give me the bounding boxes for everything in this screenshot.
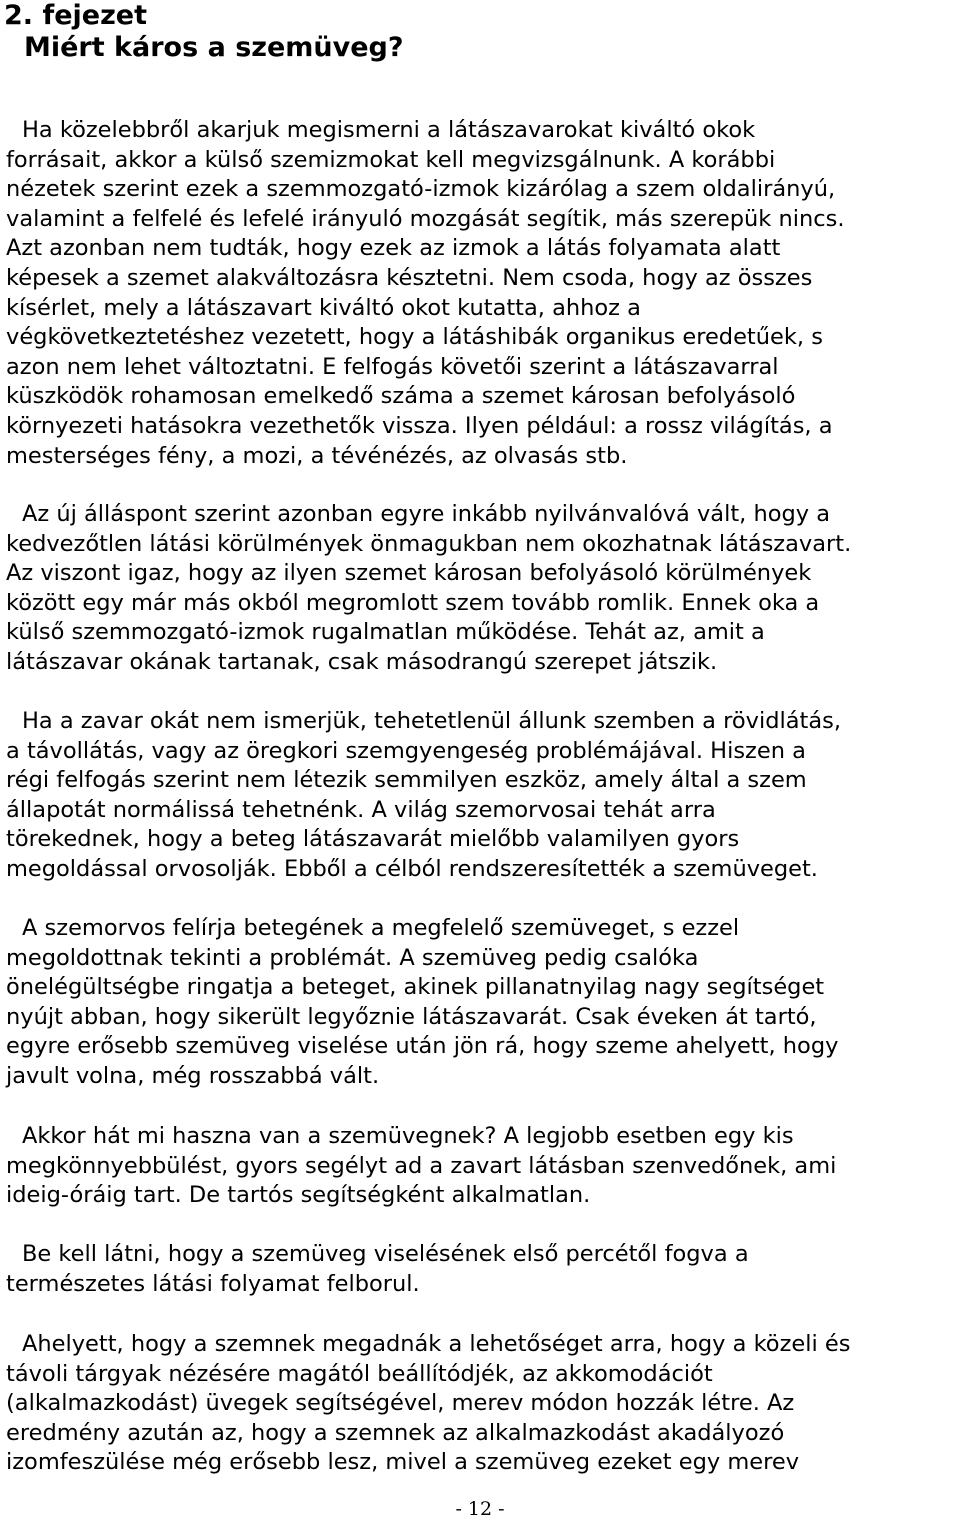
paragraph: [6, 707, 960, 885]
paragraph-line: forrásait, akkor a külső szemizmokat kell megvizsgálnunk. A korábbi: [6, 146, 776, 173]
paragraph-line: A szemorvos felírja betegének a megfelelő szemüveget, s ezzel: [22, 915, 740, 941]
paragraph-line: Azt azonban nem tudták, hogy ezek az izmok a látás folyamata alatt: [6, 235, 781, 262]
paragraph-line: javult volna, még rosszabbá vált.: [6, 1062, 380, 1089]
paragraph-line: képesek a szemet alakváltozásra késztetni. Nem csoda, hogy az összes: [6, 264, 813, 291]
paragraph-line: megoldással orvosolják. Ebből a célból rendszeresítették a szemüveget.: [6, 855, 818, 882]
paragraph-line: távoli tárgyak nézésére magától beállítódjék, az akkomodációt: [6, 1360, 713, 1387]
paragraph: [6, 914, 960, 1092]
paragraph-line: egyre erősebb szemüveg viselése után jön rá, hogy szeme ahelyett, hogy: [6, 1033, 839, 1060]
paragraph-line: eredmény azután az, hogy a szemnek az alkalmazkodást akadályozó: [6, 1419, 785, 1446]
paragraph-line: izomfeszülése még erősebb lesz, mivel a szemüveg ezeket egy merev: [6, 1449, 800, 1476]
paragraph-line: végkövetkeztetéshez vezetett, hogy a látáshibák organikus eredetűek, s: [6, 324, 823, 351]
paragraph: [6, 500, 960, 678]
paragraph-line: nézetek szerint ezek a szemmozgató-izmok kizárólag a szem oldalirányú,: [6, 176, 836, 203]
paragraph-line: megoldottnak tekinti a problémát. A szemüveg pedig csalóka: [6, 944, 699, 971]
paragraph-line: a távollátás, vagy az öregkori szemgyengeség problémájával. Hiszen a: [6, 737, 806, 764]
chapter-title: Miért káros a szemüveg?: [24, 32, 404, 63]
paragraph-line: látászavar okának tartanak, csak másodrangú szerepet játszik.: [6, 648, 718, 675]
paragraph-line: Ha a zavar okát nem ismerjük, tehetetlenül állunk szemben a rövidlátás,: [22, 708, 841, 734]
paragraph: [6, 1330, 960, 1478]
paragraph-line: ideig-óráig tart. De tartós segítségként alkalmatlan.: [6, 1182, 591, 1209]
paragraph-line: környezeti hatásokra vezethetők vissza. Ilyen például: a rossz világítás, a: [6, 412, 833, 439]
paragraph-line: (alkalmazkodást) üvegek segítségével, merev módon hozzák létre. Az: [6, 1390, 795, 1417]
paragraph: [6, 1240, 960, 1299]
paragraph-line: megkönnyebbülést, gyors segélyt ad a zavart látásban szenvedőnek, ami: [6, 1152, 837, 1179]
paragraph-line: Be kell látni, hogy a szemüveg viselésének első percétől fogva a: [22, 1241, 749, 1267]
paragraph-line: Ahelyett, hogy a szemnek megadnák a lehetőséget arra, hogy a közeli és: [22, 1331, 851, 1357]
paragraph-line: természetes látási folyamat felborul.: [6, 1270, 420, 1297]
paragraph-line: külső szemmozgató-izmok rugalmatlan működése. Tehát az, amit a: [6, 619, 765, 646]
paragraph-line: Akkor hát mi haszna van a szemüvegnek? A legjobb esetben egy kis: [22, 1123, 794, 1149]
paragraph-line: állapotát normálissá tehetnénk. A világ szemorvosai tehát arra: [6, 796, 716, 823]
paragraph: [6, 116, 960, 471]
paragraph-line: kísérlet, mely a látászavart kiváltó okot kutatta, ahhoz a: [6, 294, 641, 321]
paragraph-line: nyújt abban, hogy sikerült legyőznie látászavarát. Csak éveken át tartó,: [6, 1003, 817, 1030]
paragraph-line: mesterséges fény, a mozi, a tévénézés, az olvasás stb.: [6, 442, 628, 469]
paragraph-line: kedvezőtlen látási körülmények önmagukban nem okozhatnak látászavart.: [6, 530, 852, 557]
paragraph-line: között egy már más okból megromlott szem tovább romlik. Ennek oka a: [6, 589, 820, 616]
paragraph-line: önelégültségbe ringatja a beteget, akinek pillanatnyilag nagy segítséget: [6, 974, 825, 1001]
page-number: - 12 -: [455, 1498, 505, 1520]
paragraph-line: valamint a felfelé és lefelé irányuló mozgását segítik, más szerepük nincs.: [6, 205, 845, 232]
paragraph: [6, 1122, 960, 1211]
paragraph-line: azon nem lehet változtatni. E felfogás követői szerint a látászavarral: [6, 353, 779, 380]
paragraph-line: Az új álláspont szerint azonban egyre inkább nyilvánvalóvá vált, hogy a: [22, 501, 831, 527]
paragraph-line: régi felfogás szerint nem létezik semmilyen eszköz, amely által a szem: [6, 767, 807, 794]
paragraph-line: küszködök rohamosan emelkedő száma a szemet károsan befolyásoló: [6, 383, 796, 410]
paragraph-line: törekednek, hogy a beteg látászavarát mielőbb valamilyen gyors: [6, 826, 740, 853]
paragraph-line: Ha közelebbről akarjuk megismerni a látászavarokat kiváltó okok: [22, 117, 756, 143]
paragraph-line: Az viszont igaz, hogy az ilyen szemet károsan befolyásoló körülmények: [6, 560, 812, 587]
chapter-number: 2. fejezet: [4, 0, 148, 31]
chapter-heading: [4, 0, 404, 64]
